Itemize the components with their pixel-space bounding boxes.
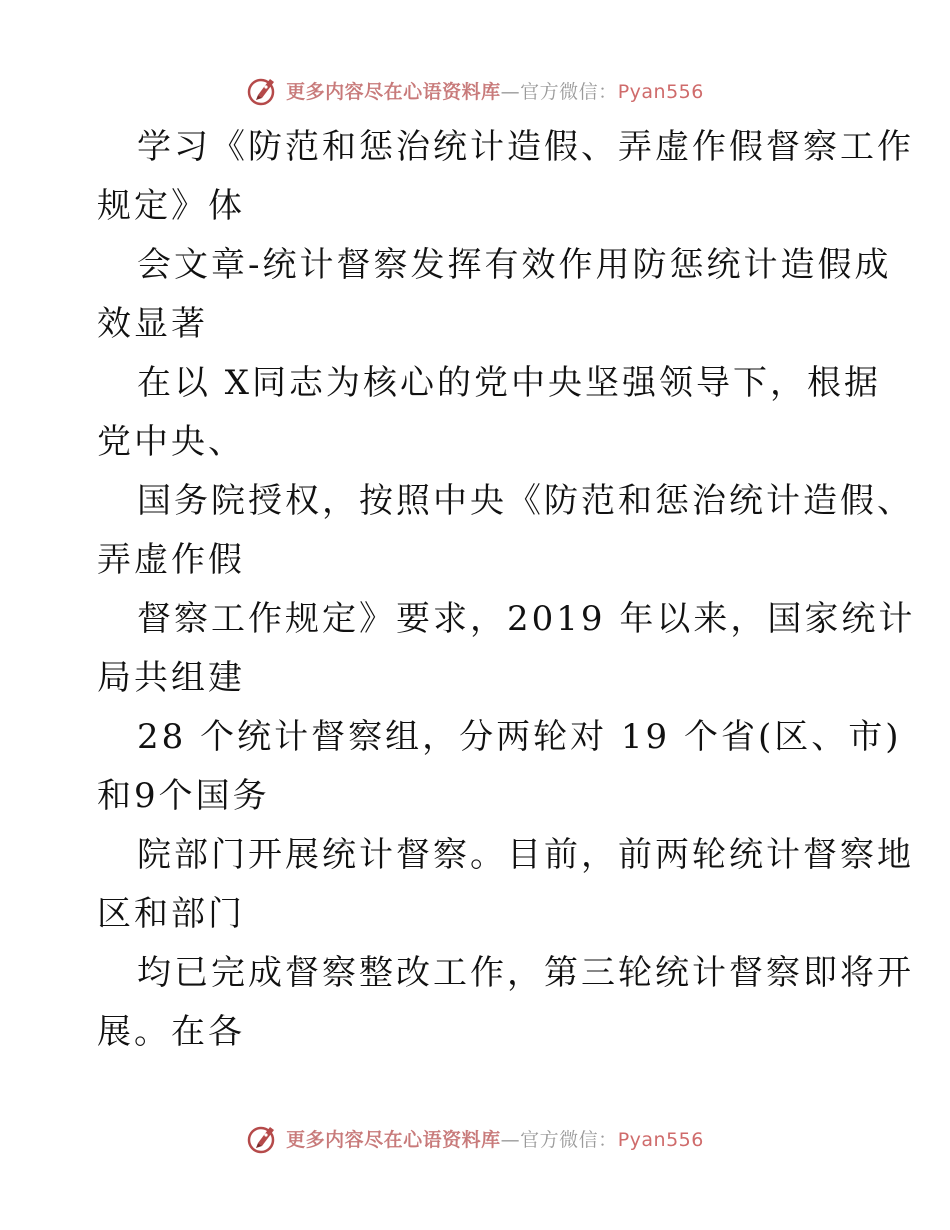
watermark-contact-id: Pyan556 <box>617 1128 704 1151</box>
header-watermark <box>0 70 950 110</box>
paragraph-line-first: 国务院授权，按照中央《防范和惩治统计造假、 <box>137 481 914 521</box>
paragraph-line-second: 区和部门 <box>97 894 245 934</box>
paragraph <box>97 826 914 944</box>
paragraph <box>97 944 914 1062</box>
paragraph <box>97 236 892 354</box>
paragraph-line-first: 在以 X同志为核心的党中央坚强领导下，根据 <box>137 363 882 403</box>
document-body <box>97 118 916 1062</box>
paragraph-line-second: 和9个国务 <box>97 776 270 816</box>
watermark-brand: 更多内容尽在心语资料库 <box>286 80 501 103</box>
watermark-contact-label: 官方微信： <box>520 1128 618 1151</box>
paragraph-line-first: 学习《防范和惩治统计造假、弄虚作假督察工作 <box>137 127 914 167</box>
pen-nib-logo-icon <box>246 73 280 107</box>
paragraph <box>97 354 882 472</box>
watermark-brand: 更多内容尽在心语资料库 <box>286 1128 501 1151</box>
watermark-contact-label: 官方微信： <box>520 80 618 103</box>
paragraph-line-first: 院部门开展统计督察。目前，前两轮统计督察地 <box>137 835 914 875</box>
paragraph <box>97 472 914 590</box>
paragraph-line-second: 局共组建 <box>97 658 245 698</box>
paragraph-line-second: 党中央、 <box>97 422 245 462</box>
paragraph-line-first: 28 个统计督察组，分两轮对 19 个省(区、市) <box>137 717 902 757</box>
paragraph-line-second: 弄虚作假 <box>97 540 245 580</box>
watermark-contact-id: Pyan556 <box>617 80 704 103</box>
footer-watermark <box>0 1118 950 1158</box>
paragraph-line-first: 均已完成督察整改工作，第三轮统计督察即将开 <box>137 953 914 993</box>
paragraph-line-first: 会文章-统计督察发挥有效作用防惩统计造假成 <box>137 245 892 285</box>
watermark-separator: — <box>500 1128 521 1151</box>
paragraph <box>97 708 902 826</box>
pen-nib-logo-icon <box>246 1121 280 1155</box>
paragraph-line-second: 展。在各 <box>97 1012 245 1052</box>
paragraph-line-first: 督察工作规定》要求，2019 年以来，国家统计 <box>137 599 916 639</box>
paragraph <box>97 118 914 236</box>
paragraph-line-second: 规定》体 <box>97 186 245 226</box>
paragraph-line-second: 效显著 <box>97 304 208 344</box>
paragraph <box>97 590 916 708</box>
watermark-separator: — <box>500 80 521 103</box>
